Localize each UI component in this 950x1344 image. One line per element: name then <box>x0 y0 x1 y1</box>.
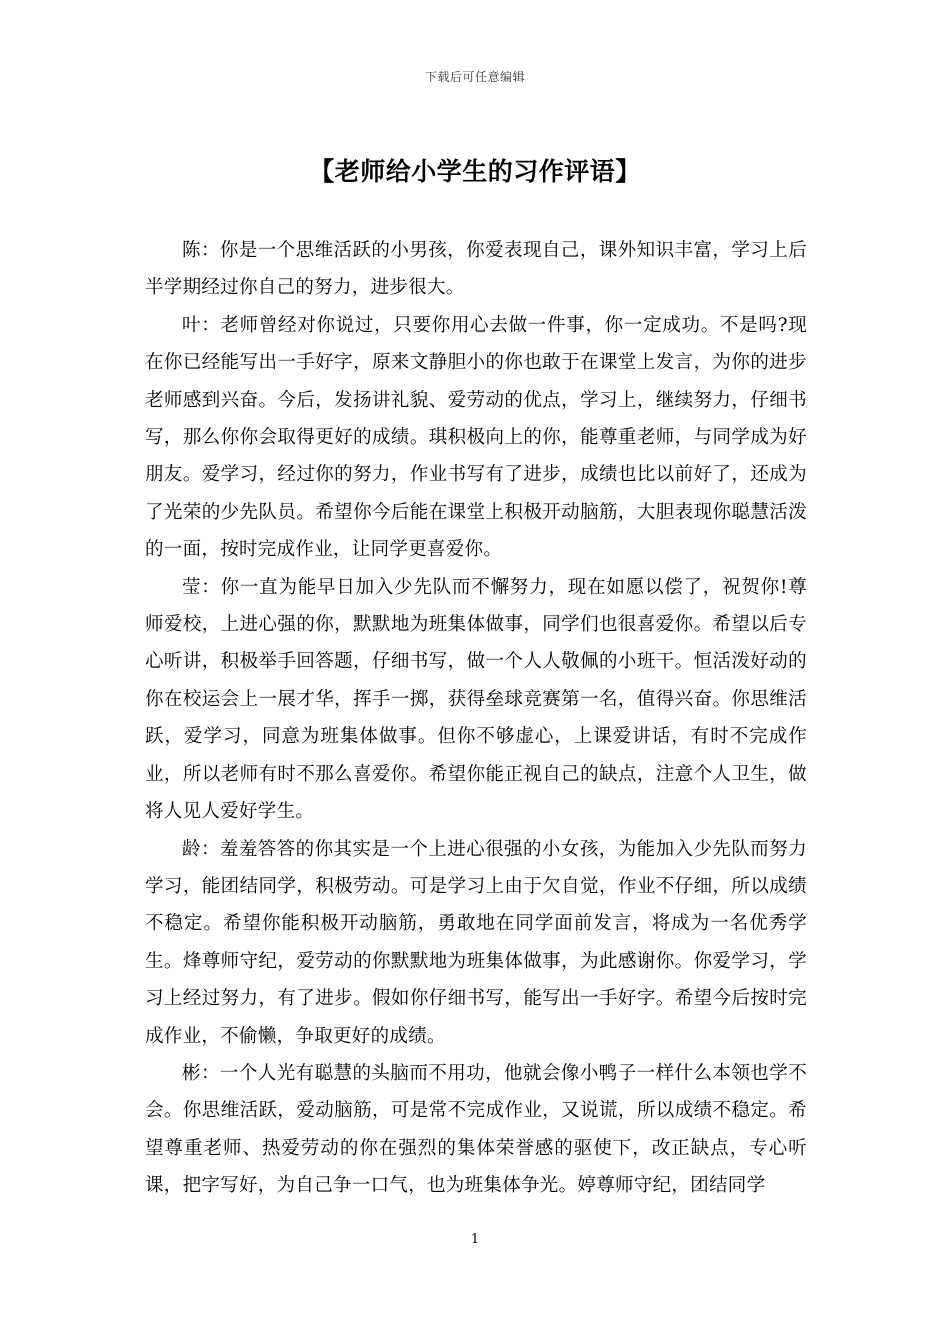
header-note: 下载后可任意编辑 <box>424 70 525 84</box>
paragraph-ying: 莹：你一直为能早日加入少先队而不懈努力，现在如愿以偿了，祝贺你!尊师爱校，上进心强的你，默默地为班集体做事，同学们也很喜爱你。希望以后专心听讲，积极举手回答题，仔细书写，做一个人人敬佩的小班干。恒活泼好动的你在校运会上一展才华，挥手一掷，获得垒球竞赛第一名，值得兴奋。你思维活跃，爱学习，同意为班集体做事。但你不够虚心，上课爱讲话，有时不完成作业，所以老师有时不那么喜爱你。希望你能正视自己的缺点，注意个人卫生，做将人见人爱好学生。 <box>145 576 807 823</box>
page-number: 1 <box>470 1232 480 1247</box>
paragraph-ling: 龄：羞羞答答的你其实是一个上进心很强的小女孩，为能加入少先队而努力学习，能团结同学，积极劳动。可是学习上由于欠自觉，作业不仔细，所以成绩不稳定。希望你能积极开动脑筋，勇敢地在同学面前发言，将成为一名优秀学生。烽尊师守纪，爱劳动的你默默地为班集体做事，为此感谢你。你爱学习，学习上经过努力，有了进步。假如你仔细书写，能写出一手好字。希望今后按时完成作业，不偷懒，争取更好的成绩。 <box>145 838 807 1047</box>
paragraph-chen: 陈：你是一个思维活跃的小男孩，你爱表现自己，课外知识丰富，学习上后半学期经过你自己的努力，进步很大。 <box>145 240 807 299</box>
paragraph-ye: 叶：老师曾经对你说过，只要你用心去做一件事，你一定成功。不是吗?现在你已经能写出一手好字，原来文静胆小的你也敢于在课堂上发言，为你的进步老师感到兴奋。今后，发扬讲礼貌、爱劳动的优点，学习上，继续努力，仔细书写，那么你你会取得更好的成绩。琪积极向上的你，能尊重老师，与同学成为好朋友。爱学习，经过你的努力，作业书写有了进步，成绩也比以前好了，还成为了光荣的少先队员。希望你今后能在课堂上积极开动脑筋，大胆表现你聪慧活泼的一面，按时完成作业，让同学更喜爱你。 <box>145 314 807 561</box>
document-title: 【老师给小学生的习作评语】 <box>309 157 641 186</box>
paragraph-bin: 彬：一个人光有聪慧的头脑而不用功，他就会像小鸭子一样什么本领也学不会。你思维活跃，爱动脑筋，可是常不完成作业，又说谎，所以成绩不稳定。希望尊重老师、热爱劳动的你在强烈的集体荣誉感的驱使下，改正缺点，专心听课，把字写好，为自己争一口气，也为班集体争光。婷尊师守纪，团结同学 <box>145 1062 807 1197</box>
document-body <box>145 232 807 1205</box>
